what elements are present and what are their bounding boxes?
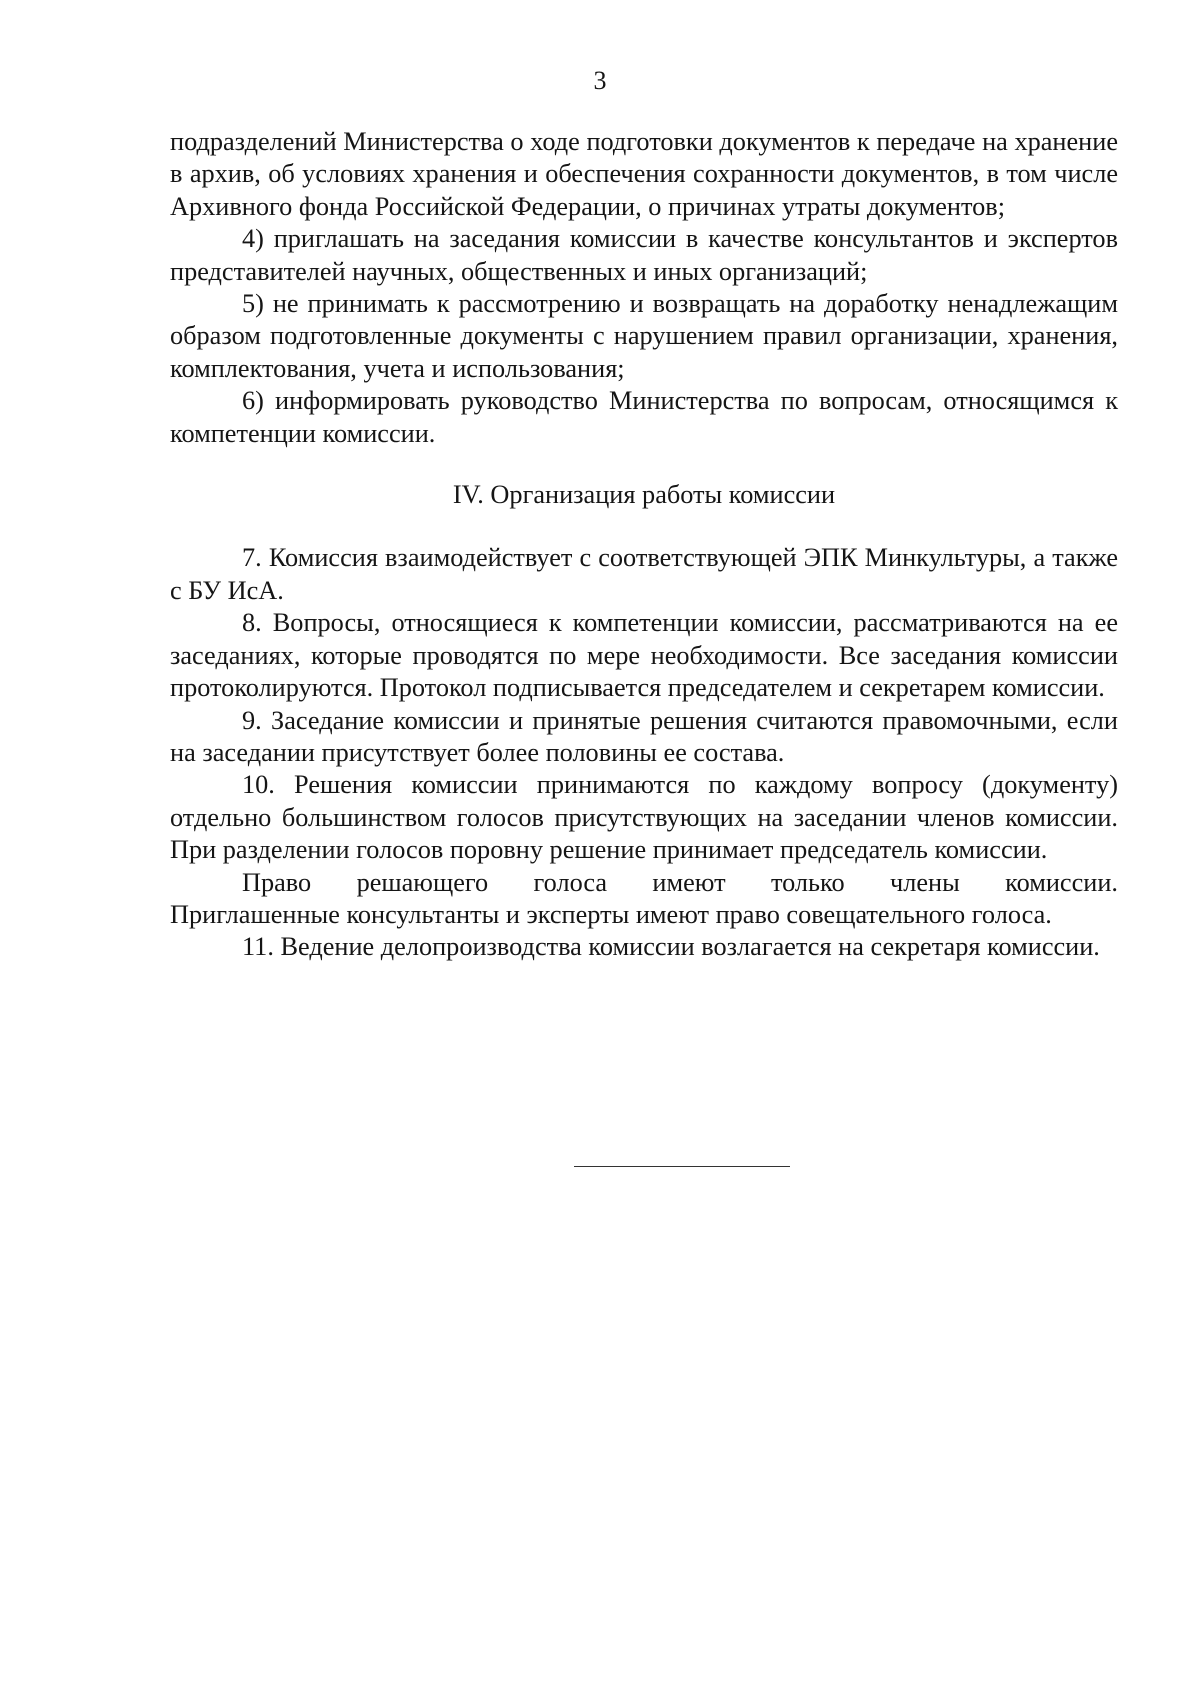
end-of-document-rule (574, 1166, 790, 1167)
paragraph-item-4: 4) приглашать на заседания комиссии в качестве консультантов и экспертов представителей научных, общественных и иных организаций; (170, 224, 1118, 286)
paragraph-clause-7: 7. Комиссия взаимодействует с соответствующей ЭПК Минкультуры, а также с БУ ИсА. (170, 543, 1118, 605)
paragraph-voting-right: Право решающего голоса имеют только члены комиссии. (242, 867, 1118, 897)
page-number: 3 (593, 66, 607, 95)
paragraph-item-6: 6) информировать руководство Министерства по вопросам, относящимся к компетенции комиссии. (170, 386, 1118, 448)
paragraph-continuation: подразделений Министерства о ходе подготовки документов к передаче на хранение в архив, об условиях хранения и обеспечения сохранности документов, в том числе Архивного фонда Российской Федерации, о причинах утраты документов; (170, 127, 1118, 221)
paragraph-clause-8: 8. Вопросы, относящиеся к компетенции комиссии, рассматриваются на ее заседаниях, которые проводятся по мере необходимости. Все заседания комиссии протоколируются. Протокол подписывается председателем и секретарем комиссии. (170, 608, 1118, 703)
section-heading: IV. Организация работы комиссии (452, 480, 836, 510)
paragraph-advisory-vote: Приглашенные консультанты и эксперты имеют право совещательного голоса. (170, 899, 1052, 929)
paragraph-clause-11: 11. Ведение делопроизводства комиссии возлагается на секретаря комиссии. (242, 932, 1100, 962)
paragraph-clause-9: 9. Заседание комиссии и принятые решения считаются правомочными, если на заседании присутствует более половины ее состава. (170, 705, 1118, 767)
document-body (170, 126, 1118, 964)
paragraph-item-5: 5) не принимать к рассмотрению и возвращать на доработку ненадлежащим образом подготовленные документы с нарушением правил организации, хранения, комплектования, учета и использования; (170, 289, 1118, 383)
paragraph-clause-10: 10. Решения комиссии принимаются по каждому вопросу (документу) отдельно большинством голосов присутствующих на заседании членов комиссии. При разделении голосов поровну решение принимает председатель комиссии. (170, 770, 1118, 865)
